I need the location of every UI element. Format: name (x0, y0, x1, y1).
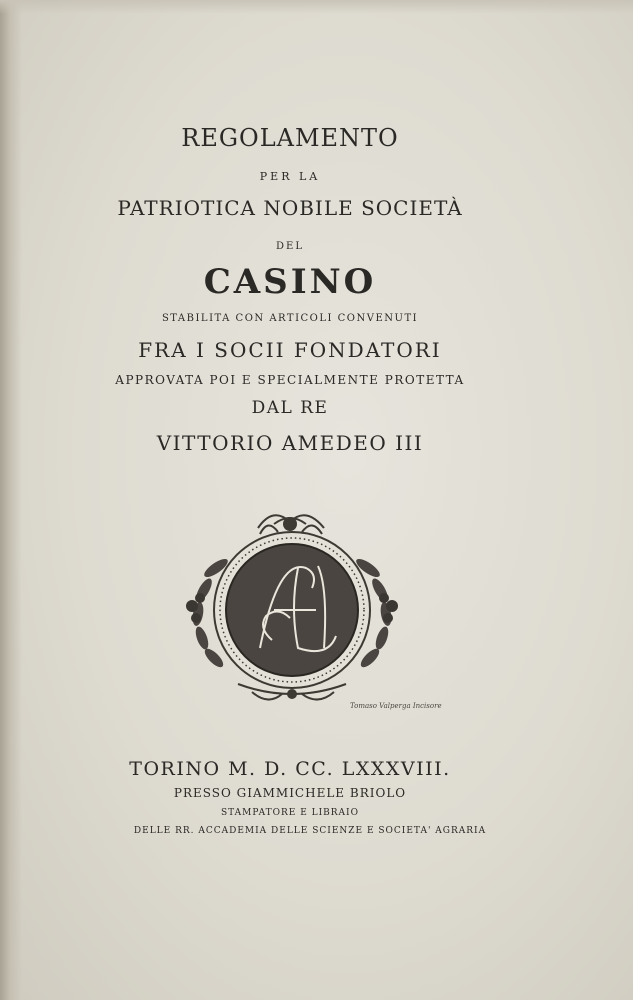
subtitle-approvata: APPROVATA POI E SPECIALMENTE PROTETTA (115, 373, 465, 387)
paper-edge-shadow (0, 0, 22, 1000)
title-casino: CASINO (203, 262, 377, 302)
imprint-place-date: TORINO M. D. CC. LXXXVIII. (129, 758, 451, 780)
subtitle-fondatori: FRA I SOCII FONDATORI (138, 338, 442, 362)
title-regolamento: REGOLAMENTO (181, 124, 399, 152)
monogram-medallion-icon (178, 498, 406, 710)
subtitle-stabilita: STABILITA CON ARTICOLI CONVENUTI (161, 313, 419, 324)
subtitle-dal-re: DAL RE (251, 398, 329, 418)
paper-top-shadow (0, 0, 633, 14)
imprint-role: STAMPATORE E LIBRAIO (220, 808, 359, 818)
title-per-la: PER LA (259, 170, 321, 183)
title-del: DEL (276, 241, 304, 252)
title-societa: PATRIOTICA NOBILE SOCIETÀ (117, 196, 463, 220)
imprint-academy: DELLE RR. ACCADEMIA DELLE SCIENZE E SOCIETA' AGRARIA (133, 826, 487, 836)
imprint-printer: PRESSO GIAMMICHELE BRIOLO (173, 786, 407, 800)
subtitle-king-name: VITTORIO AMEDEO III (156, 431, 424, 455)
engraver-signature: Tomaso Valperga Incisore (350, 702, 442, 710)
